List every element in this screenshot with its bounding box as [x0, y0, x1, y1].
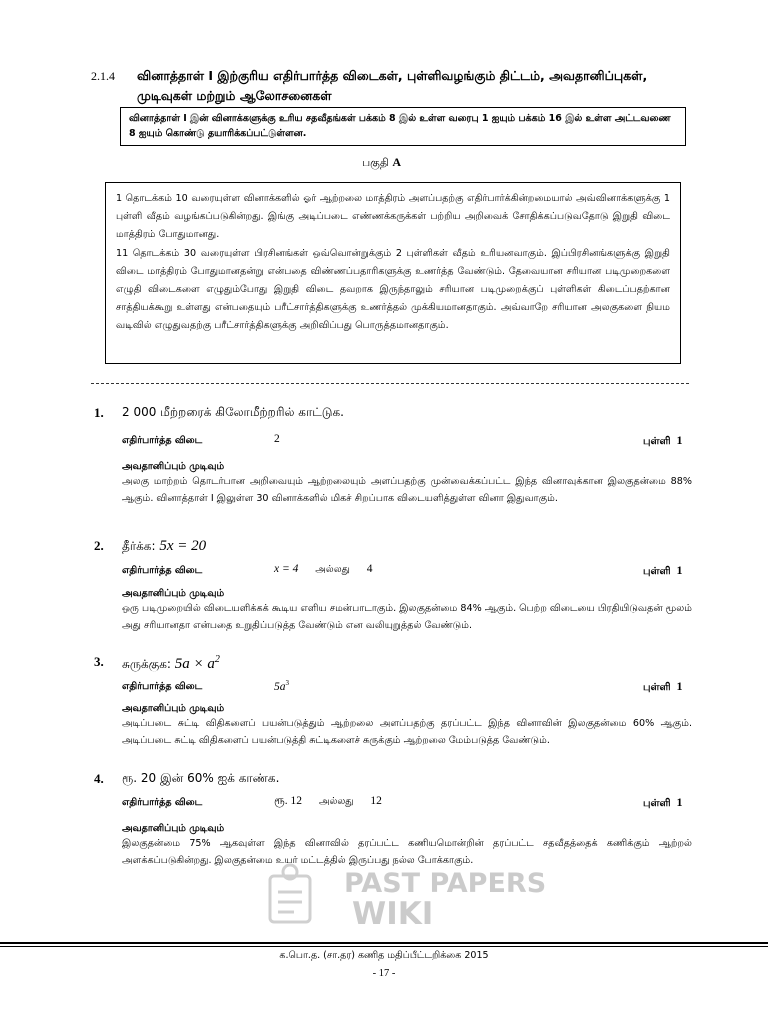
or-label: அல்லது [318, 796, 354, 807]
dashed-divider [91, 383, 689, 384]
question-number: 2. [94, 538, 104, 553]
section-number: 2.1.4 [91, 69, 115, 83]
question-text [122, 538, 206, 555]
page-number: - 17 - [372, 968, 396, 979]
observation-text: இலகுதன்மை 75% ஆகவுள்ள இந்த வினாவில் தரப்பட்ட கணியமொன்றின் தரப்பட்ட சதவீதத்தைக் கணிக்கும் ஆற்றல் அளக்கப்படுகின்றது. இலகுதன்மை உயர் மட்டத்தில் இருப்பது நல்ல போக்காகும். [122, 838, 692, 866]
observation-label: அவதானிப்பும் முடிவும் [122, 588, 225, 599]
answer-base: 5a [274, 680, 286, 693]
intro-box [105, 182, 681, 364]
marks-label: புள்ளி [643, 798, 671, 809]
part-label-letter: A [392, 155, 402, 169]
answer-option-b: 12 [370, 795, 382, 807]
question-text: ரூ. 20 இன் 60% ஐக் காண்க. [122, 771, 280, 785]
expression-base: 5a × a [174, 656, 215, 672]
expected-answer [274, 679, 289, 693]
question-equation: 5x = 20 [159, 538, 207, 554]
marks [643, 795, 683, 810]
marks-value: 1 [676, 563, 683, 577]
watermark-line-1: PAST PAPERS [344, 868, 547, 899]
question-number: 3. [94, 654, 104, 669]
expected-answer [274, 563, 372, 576]
marks [643, 679, 683, 694]
answer-option-a: ரூ. 12 [274, 795, 303, 807]
observation-label: அவதானிப்பும் முடிவும் [122, 703, 225, 714]
part-label [362, 155, 401, 171]
footer-rule-thick [0, 942, 768, 944]
past-papers-wiki-watermark [262, 862, 547, 932]
observation-text: அடிப்படை சுட்டி விதிகளைப் பயன்படுத்தும் ஆற்றலை அளப்பதற்கு தரப்பட்ட இந்த வினாவின் இலகுதன்மை 60% ஆகும். அடிப்படை சுட்டி விதிகளைப் பயன்படுத்தி சுட்டிகளைச் சுருக்கும் ஆற்றலை மேம்படுத்த வேண்டும். [122, 718, 692, 746]
marks-label: புள்ளி [643, 436, 671, 447]
footer-title: க.பொ.த. (சா.தர) கணித மதிப்பீட்டறிக்கை 2015 [279, 950, 489, 961]
marks-value: 1 [676, 433, 683, 447]
marks-value: 1 [676, 679, 683, 693]
expected-answer-label: எதிர்பார்த்த விடை [122, 565, 203, 576]
expected-answer-label: எதிர்பார்த்த விடை [122, 681, 203, 692]
question-text: 2 000 மீற்றரைக் கிலோமீற்றரில் காட்டுக. [122, 405, 344, 419]
observation-label: அவதானிப்பும் முடிவும் [122, 823, 225, 834]
answer-option-a: x = 4 [274, 563, 299, 575]
question-number: 1. [94, 405, 104, 420]
observation-label: அவதானிப்பும் முடிவும் [122, 461, 225, 472]
expected-answer-label: எதிர்பார்த்த விடை [122, 797, 203, 808]
expected-answer: 2 [274, 433, 280, 445]
marks-value: 1 [676, 795, 683, 809]
question-prefix: தீர்க்க: [122, 539, 156, 553]
observation-text: ஒரு படிமுறையில் விடையளிக்கக் கூடிய எளிய சமன்பாடாகும். இலகுதன்மை 84% ஆகும். பெற்ற விடையை பிரதியிடுவதன் மூலம் அது சரியானதா என்பதை உறுதிப்படுத்த வேண்டும் என வலியுறுத்தல் வேண்டும். [122, 603, 692, 631]
question-expression [175, 656, 220, 672]
answer-exponent: 3 [285, 679, 289, 687]
watermark-line-2: WIKI [352, 896, 434, 932]
observation-text: அலகு மாற்றம் தொடர்பான அறிவையும் ஆற்றலையும் அளப்பதற்கு முன்வைக்கப்பட்ட இந்த வினாவுக்கான இலகுதன்மை 88% ஆகும். வினாத்தாள் I இலுள்ள 30 வினாக்களில் மிகச் சிறப்பாக விடையளித்துள்ள வினா இதுவாகும். [122, 476, 692, 504]
intro-paragraph-2: 11 தொடக்கம் 30 வரையுள்ள பிரசினங்கள் ஒவ்வொன்றுக்கும் 2 புள்ளிகள் வீதம் உரியனவாகும். இப்பிரசினங்களுக்கு இறுதி விடை மாத்திரம் போதுமானதன்று என்பதை விண்ணப்பதாரிகளுக்கு உணர்த்த வேண்டும். தேவையான சரியான படிமுறைகளை எழுதி விடைகளை எழுதும்போது இறுதி விடை தவறாக இருந்தாலும் சரியான படிமுறைக்குப் புள்ளிகள் கிடைப்பதற்கான சாத்தியக்கூறு உள்ளது என்பதையும் பரீட்சார்த்திகளுக்கு உணர்த்தல் முக்கியமானதாகும். அவ்வாறே சரியான அலகுகளை நியம வடிவில் எழுதுவதற்கு பரீட்சார்த்திகளுக்கு அறிவிப்பது பொருத்தமானதாகும். [116, 247, 670, 332]
question-text [122, 654, 220, 673]
marks [643, 563, 683, 578]
marks-label: புள்ளி [643, 566, 671, 577]
section-title: வினாத்தாள் I இற்குரிய எதிர்பார்த்த விடைகள், புள்ளிவழங்கும் திட்டம், அவதானிப்புகள், முடிவுகள் மற்றும் ஆலோசனைகள் [137, 68, 648, 103]
expected-answer [274, 795, 382, 809]
intro-paragraph-1: 1 தொடக்கம் 10 வரையுள்ள வினாக்களில் ஓர் ஆற்றலை மாத்திரம் அளப்பதற்கு எதிர்பார்க்கின்றமையால் அவ்வினாக்களுக்கு 1 புள்ளி வீதம் வழங்கப்படுகின்றது. இங்கு அடிப்படை எண்ணக்கருக்கள் பற்றிய அறிவைக் சோதிக்கப்படுவதோடு இறுதி விடை மாத்திரம் போதுமானது. [116, 193, 670, 241]
or-label: அல்லது [315, 564, 350, 575]
marks-label: புள்ளி [643, 682, 671, 693]
expression-exponent: 2 [214, 654, 220, 665]
part-label-prefix: பகுதி [362, 156, 389, 169]
footer-rule-thin [0, 946, 768, 947]
notice-box: வினாத்தாள் I இன் வினாக்களுக்கு உரிய சதவீதங்கள் பக்கம் 8 இல் உள்ள வரைபு 1 ஐயும் பக்கம் 16 இல் உள்ள அட்டவணை 8 ஐயும் கொண்டு தயாரிக்கப்பட்டுள்ளன. [120, 107, 686, 146]
question-number: 4. [94, 771, 104, 786]
question-prefix: சுருக்குக: [122, 657, 171, 671]
watermark-clipboard-icon [270, 865, 310, 922]
expected-answer-label: எதிர்பார்த்த விடை [122, 435, 203, 446]
marks [643, 433, 683, 448]
answer-option-b: 4 [366, 563, 373, 575]
